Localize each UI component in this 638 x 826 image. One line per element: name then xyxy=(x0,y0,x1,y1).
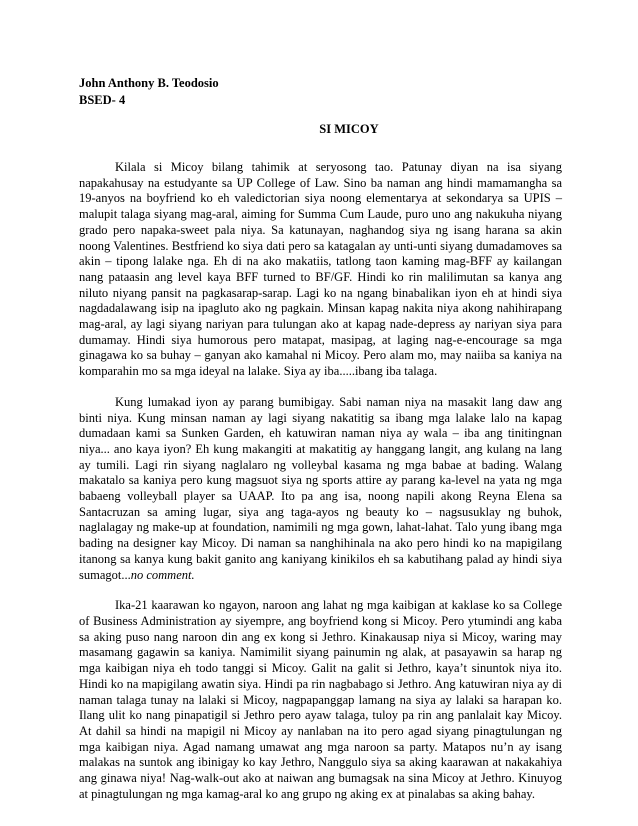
essay-title: SI MICOY xyxy=(319,122,379,136)
header-block xyxy=(79,75,219,109)
paragraph-3-text: Ika-21 kaarawan ko ngayon, naroon ang lahat ng mga kaibigan at kaklase ko sa College of Business Administration ay siyempre, ang boyfriend kong si Micoy. Pero ytumindi ang kaba sa aking puso nang naroon din ang ex kong si Jethro. Kinakausap niya si Micoy, waring may masamang gagawin sa kaniya. Namimilit siyang painumin ng alak, at pasayawin sa harap ng mga kaibigan niya eh todo tanggi si Micoy. Galit na galit si Jethro, kaya’t sinuntok niya ito. Hindi ko na mapigilang awatin siya. Hindi pa rin nagbabago si Jethro. Ang katuwiran niya ay di naman talaga tunay na lalaki si Micoy, nagpapanggap lamang na siya ay lalaki sa harapan ko. Ilang ulit ko nang pinapatigil si Jethro pero ayaw talaga, tuloy pa rin ang panlalait kay Micoy. At dahil sa hindi na mapigil ni Micoy ay nanlaban na ito pero agad siyang pinagtulungan ng mga kaibigan niya. Agad namang umawat ang mga naroon sa party. Matapos nu’n ay isang malakas na suntok ang ibinigay ko kay Jethro, Nanggulo siya sa aking kaarawan at nakakahiya ang ginawa niya! Nag-walk-out ako at naiwan ang bumagsak na sina Micoy at Jethro. Kinuyog at pinagtulungan ng mga kamag-aral ko ang grupo ng aking ex at pinalabas sa aking bahay. xyxy=(79,598,562,801)
paragraph-1 xyxy=(79,160,562,380)
essay-body xyxy=(79,160,562,802)
paragraph-2-italic: no comment. xyxy=(130,567,195,582)
paragraph-1-text: Kilala si Micoy bilang tahimik at seryosong tao. Patunay diyan na isa siyang napakahusay na estudyante sa UP College of Law. Sino ba naman ang hindi mamamangha sa 19-anyos na boyfriend ko eh valedictorian siya noong elementarya at sekondarya sa UPIS – malupit talaga siyang mag-aral, aiming for Summa Cum Laude, puro uno ang nakukuha niyang grado pero napaka-sweet pala niya. Sa katunayan, naghandog siya ng isang harana sa akin noong Valentines. Bestfriend ko siya dati pero sa katagalan ay unti-unti siyang dumadamoves sa akin – tipong lalake nga. Eh di na ako makatiis, tatlong taon kaming mag-BFF ay kailangan nang pataasin ang level kaya BFF turned to BF/GF. Hindi ko rin malilimutan sa kanya ang niluto niyang pansit na pagkasarap-sarap. Lagi ko na ngang binabalikan iyon eh at hindi siya nagdadalawang isip na ipagluto ako ng pagkain. Minsan kapag nakita niya akong nahihirapang mag-aral, ay lagi siyang nariyan para tulungan ako at kapag nade-depress ay nariyan siya para dumamay. Hindi siya humorous pero matapat, masipag, at laging nag-e-encourage sa mga ginagawa ko sa buhay – ganyan ako kamahal ni Micoy. Pero alam mo, may naiiba sa kaniya na komparahin mo sa mga ideyal na lalake. Siya ay iba.....ibang iba talaga. xyxy=(79,160,562,379)
paragraph-2-text: Kung lumakad iyon ay parang bumibigay. Sabi naman niya na masakit lang daw ang binti niya. Kung minsan naman ay lagi siyang nakatitig sa ibang mga lalake lalo na kapag dumadaan kami sa Sunken Garden, eh katuwiran naman niya ay wala – iba ang tinitingnan niya... ano kaya iyon? Eh kung makangiti at makatitig ay hanggang langit, ang kulang na lang ay tumili. Lagi rin siyang naglalaro ng volleybal kasama ng mga babae at bading. Walang makatalo sa kaniya pero kung magsuot siya ng sports attire ay parang ka-level na yata ng mga babaeng volleyball player sa UAAP. Ito pa ang isa, noong napili akong Reyna Elena sa Santacruzan sa aming lugar, siya ang taga-ayos ng beauty ko – nagsusuklay ng buhok, naglalagay ng make-up at foundation, namimili ng mga gown, lahat-lahat. Talo yung ibang mga bading na designer kay Micoy. Di naman sa nanghihinala na ako pero hindi ko na mapigilang itanong sa kanya kung bakit ganito ang kaniyang kinikilos eh sa kabutihang palad ay hindi siya sumagot... xyxy=(79,394,562,582)
course-label: BSED- 4 xyxy=(79,93,126,107)
author-name: John Anthony B. Teodosio xyxy=(79,76,219,90)
paragraph-3 xyxy=(79,598,562,802)
paragraph-2 xyxy=(79,395,562,583)
